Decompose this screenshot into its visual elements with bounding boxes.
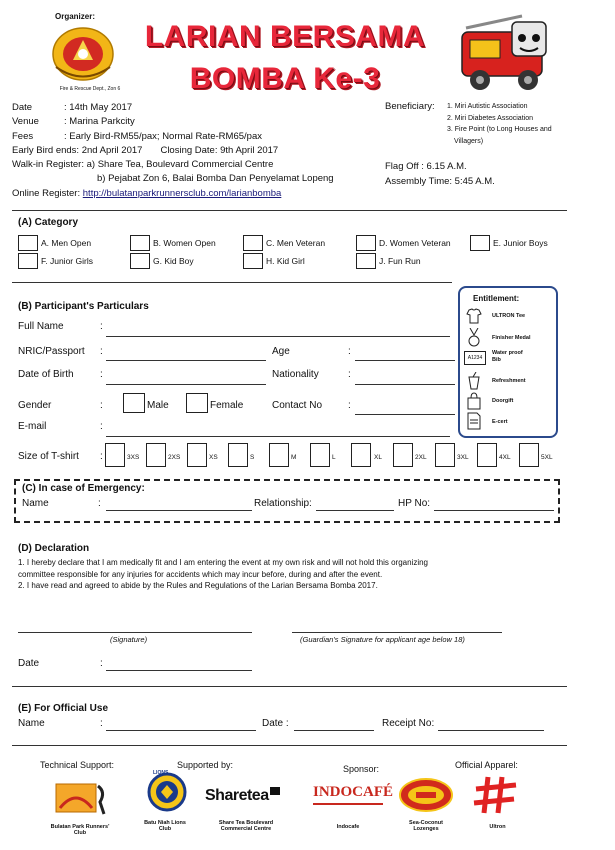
contact-label: Contact No xyxy=(272,400,323,411)
full-name-field[interactable] xyxy=(106,336,450,337)
sea-coconut-logo xyxy=(398,777,454,813)
official-date-field[interactable] xyxy=(294,730,374,731)
full-name-label: Full Name xyxy=(18,321,64,332)
beneficiary-item: 2. Miri Diabetes Association xyxy=(447,114,533,122)
emergency-name-field[interactable] xyxy=(106,510,252,511)
category-title: (A) Category xyxy=(18,217,79,228)
bib-number: A1234 xyxy=(467,355,483,361)
fire-rescue-crest-icon xyxy=(48,22,118,84)
colon: : xyxy=(100,369,103,380)
official-date-label: Date : xyxy=(262,718,289,729)
colon: : xyxy=(348,400,351,411)
receipt-field[interactable] xyxy=(438,730,544,731)
tshirt-size-label: 4XL xyxy=(499,454,511,461)
entitlement-item: Finisher Medal xyxy=(492,335,531,341)
tshirt-size-checkbox[interactable] xyxy=(105,443,125,467)
beneficiary-item: 1. Miri Autistic Association xyxy=(447,103,528,110)
early-bird-text: Early Bird ends: 2nd April 2017 xyxy=(12,144,143,156)
female-label: Female xyxy=(210,400,244,411)
tshirt-size-label: 3XS xyxy=(127,454,140,461)
sharetea-logo xyxy=(205,787,280,805)
category-checkbox-a[interactable] xyxy=(18,235,38,251)
tshirt-size-label: XL xyxy=(374,454,382,461)
bag-icon xyxy=(466,392,482,413)
divider xyxy=(12,282,452,283)
entitlement-item: Doorgift xyxy=(492,398,514,404)
entitlement-box xyxy=(458,286,558,438)
colon: : xyxy=(348,346,351,357)
sponsor-name: Batu Niah Lions Club xyxy=(144,820,186,832)
relationship-label: Relationship: xyxy=(254,498,312,509)
tshirt-size-checkbox[interactable] xyxy=(187,443,207,467)
tshirt-label: Size of T-shirt xyxy=(18,451,79,462)
tshirt-size-checkbox[interactable] xyxy=(310,443,330,467)
contact-field[interactable] xyxy=(355,414,455,415)
hp-label: HP No: xyxy=(398,498,431,509)
bulatan-park-logo xyxy=(52,778,112,820)
event-title-line2: BOMBA Ke-3 xyxy=(189,62,381,95)
colon: : xyxy=(100,451,103,462)
declaration-line: committee responsible for any injuries for accidents which may incur before, during and after the event. xyxy=(18,569,383,579)
colon: : xyxy=(348,369,351,380)
category-label: G. Kid Boy xyxy=(153,256,194,266)
gender-label: Gender xyxy=(18,400,52,411)
male-label: Male xyxy=(147,400,169,411)
colon: : xyxy=(100,400,103,411)
category-checkbox-d[interactable] xyxy=(356,235,376,251)
emergency-name-label: Name xyxy=(22,498,49,509)
declaration-title: (D) Declaration xyxy=(18,543,90,554)
technical-support-label: Technical Support: xyxy=(40,760,115,770)
lions-club-logo xyxy=(147,772,187,812)
event-title-line1: LARIAN BERSAMA xyxy=(144,20,426,53)
tshirt-icon xyxy=(466,308,482,327)
colon: : xyxy=(100,421,103,432)
nationality-label: Nationality xyxy=(272,369,319,380)
sponsor-name: Bulatan Park Runners' Club xyxy=(50,824,110,836)
tshirt-size-checkbox[interactable] xyxy=(393,443,413,467)
online-register-label: Online Register: xyxy=(12,187,81,199)
fire-truck-icon xyxy=(452,14,562,96)
category-checkbox-e[interactable] xyxy=(470,235,490,251)
colon: : xyxy=(100,718,103,729)
beneficiary-label: Beneficiary: xyxy=(385,101,435,112)
entitlement-item: ULTRON Tee xyxy=(492,313,526,319)
official-name-label: Name xyxy=(18,718,45,729)
colon: : xyxy=(100,321,103,332)
tshirt-size-checkbox[interactable] xyxy=(477,443,497,467)
emergency-title: (C) In case of Emergency: xyxy=(22,483,145,494)
age-label: Age xyxy=(272,346,290,357)
indocafe-text: INDOCAFÉ xyxy=(313,784,394,800)
organizer-dept: Fire & Rescue Dept., Zon 6 xyxy=(59,86,121,92)
dob-field[interactable] xyxy=(106,384,266,385)
online-register-link[interactable]: http://bulatanparkrunnersclub.com/larianbomba xyxy=(82,187,282,199)
sponsor-name: Ultron xyxy=(489,824,506,830)
tshirt-size-label: 2XL xyxy=(415,454,427,461)
divider xyxy=(12,686,567,687)
walkin-a-text: Walk-in Register: a) Share Tea, Boulevard Commercial Centre xyxy=(12,159,274,171)
guardian-signature-label: (Guardian's Signature for applicant age below 18) xyxy=(300,635,465,644)
divider xyxy=(12,210,567,211)
official-name-field[interactable] xyxy=(106,730,256,731)
tshirt-size-checkbox[interactable] xyxy=(146,443,166,467)
tshirt-size-label: 3XL xyxy=(457,454,469,461)
category-label: C. Men Veteran xyxy=(266,238,326,248)
category-label: F. Junior Girls xyxy=(41,256,93,266)
nric-field[interactable] xyxy=(106,360,266,361)
fees-value: : Early Bird-RM55/pax; Normal Rate-RM65/pax xyxy=(64,130,262,142)
age-field[interactable] xyxy=(355,360,455,361)
indocafe-logo xyxy=(313,781,394,805)
tshirt-size-label: L xyxy=(332,454,336,461)
date-label: Date xyxy=(12,102,33,113)
sponsor-label: Sponsor: xyxy=(343,764,380,774)
category-checkbox-f[interactable] xyxy=(18,253,38,269)
guardian-signature-line[interactable] xyxy=(292,632,502,633)
gender-male-checkbox[interactable] xyxy=(123,393,145,413)
beneficiary-list xyxy=(447,101,597,147)
category-checkbox-g[interactable] xyxy=(130,253,150,269)
sponsor-name: Share Tea Boulevard Commercial Centre xyxy=(218,820,274,832)
tshirt-size-label: M xyxy=(291,454,297,461)
sharetea-text: Sharetea xyxy=(205,787,269,804)
declaration-date-field[interactable] xyxy=(106,670,252,671)
tshirt-size-label: XS xyxy=(209,454,218,461)
colon: : xyxy=(100,658,103,669)
colon: : xyxy=(98,498,101,509)
bib-icon xyxy=(464,351,486,365)
drink-icon xyxy=(467,372,481,393)
tshirt-size-checkbox[interactable] xyxy=(269,443,289,467)
venue-label: Venue xyxy=(12,116,39,128)
official-apparel-label: Official Apparel: xyxy=(455,760,518,770)
nationality-field[interactable] xyxy=(355,384,455,385)
category-checkbox-j[interactable] xyxy=(356,253,376,269)
signature-line[interactable] xyxy=(18,632,252,633)
category-label: J. Fun Run xyxy=(379,256,421,266)
tshirt-size-checkbox[interactable] xyxy=(519,443,539,467)
declaration-text xyxy=(18,557,563,592)
particulars-title: (B) Participant's Particulars xyxy=(18,301,149,312)
tshirt-size-label: S xyxy=(250,454,255,461)
ultron-logo xyxy=(472,775,522,815)
supported-by-label: Supported by: xyxy=(177,760,234,770)
closing-date-text: Closing Date: 9th April 2017 xyxy=(160,144,279,156)
category-label: E. Junior Boys xyxy=(493,238,548,248)
sponsor-name: Sea-Coconut Lozenges xyxy=(409,820,443,832)
sponsor-name: Indocafe xyxy=(336,824,360,830)
category-checkbox-c[interactable] xyxy=(243,235,263,251)
date-value: : 14th May 2017 xyxy=(64,102,133,113)
beneficiary-item: Villagers) xyxy=(454,137,484,145)
declaration-line: 2. I have read and agreed to abide by the Rules and Regulations of the Larian Bersama Bomba 2017. xyxy=(18,581,378,590)
category-checkbox-h[interactable] xyxy=(243,253,263,269)
tshirt-size-checkbox[interactable] xyxy=(435,443,455,467)
category-label: A. Men Open xyxy=(41,238,92,248)
hp-field[interactable] xyxy=(434,510,554,511)
entitlement-item: Water proof Bib xyxy=(492,350,523,363)
event-info xyxy=(12,101,392,201)
tshirt-size-checkbox[interactable] xyxy=(228,443,248,467)
walkin-b-text: b) Pejabat Zon 6, Balai Bomba Dan Penyelamat Lopeng xyxy=(97,173,334,185)
entitlement-title: Entitlement: xyxy=(473,294,520,303)
tshirt-size-checkbox[interactable] xyxy=(351,443,371,467)
email-label: E-mail xyxy=(18,421,47,432)
medal-icon xyxy=(466,328,482,351)
tshirt-size-label: 2XS xyxy=(168,454,181,461)
flag-off-text: Flag Off : 6.15 A.M. xyxy=(385,161,467,172)
receipt-label: Receipt No: xyxy=(382,718,435,729)
declaration-date-label: Date xyxy=(18,658,40,669)
certificate-icon xyxy=(466,412,482,433)
category-label: D. Women Veteran xyxy=(379,238,451,248)
organizer-label: Organizer: xyxy=(55,12,96,21)
assembly-time-text: Assembly Time: 5:45 A.M. xyxy=(385,176,495,187)
category-label: B. Women Open xyxy=(153,238,216,248)
category-label: H. Kid Girl xyxy=(266,256,305,266)
fees-label: Fees xyxy=(12,130,34,142)
entitlement-item: Refreshment xyxy=(492,378,526,384)
lions-club-text: LIONS xyxy=(153,770,169,776)
beneficiary-item: 3. Fire Point (to Long Houses and xyxy=(447,126,552,133)
entitlement-item: E-cert xyxy=(492,419,508,425)
email-field[interactable] xyxy=(106,436,450,437)
declaration-line: 1. I hereby declare that I am medically fit and I am entering the event at my own risk and will not hold this organizing xyxy=(18,558,428,567)
dob-label: Date of Birth xyxy=(18,369,74,380)
signature-label: (Signature) xyxy=(110,635,148,644)
tshirt-size-label: 5XL xyxy=(541,454,553,461)
venue-value: : Marina Parkcity xyxy=(64,116,135,128)
nric-label: NRIC/Passport xyxy=(18,346,85,357)
gender-female-checkbox[interactable] xyxy=(186,393,208,413)
relationship-field[interactable] xyxy=(316,510,394,511)
colon: : xyxy=(100,346,103,357)
divider xyxy=(12,745,567,746)
category-checkbox-b[interactable] xyxy=(130,235,150,251)
official-use-title: (E) For Official Use xyxy=(18,703,109,714)
